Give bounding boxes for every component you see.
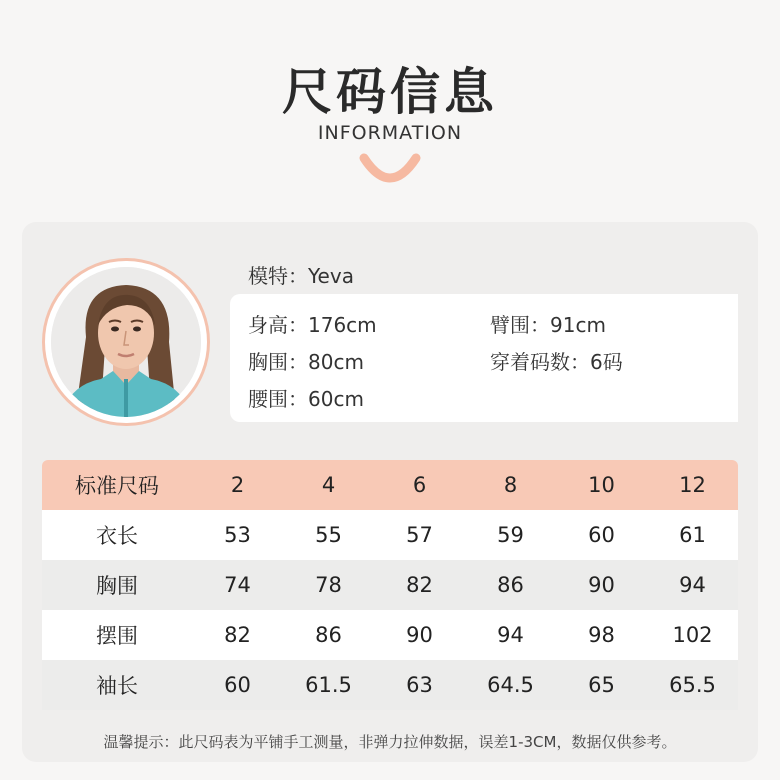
- measurement-tip: 温馨提示：此尺码表为平铺手工测量，非弹力拉伸数据，误差1-3CM，数据仅供参考。: [103, 733, 677, 751]
- table-cell: 61.5: [305, 673, 352, 697]
- model-avatar: [42, 258, 210, 426]
- table-cell: 60: [588, 523, 615, 547]
- table-cell: 82: [224, 623, 251, 647]
- table-header-cell: 标准尺码: [75, 474, 159, 498]
- table-cell: 胸围: [96, 574, 138, 598]
- size-table: [42, 460, 738, 710]
- table-cell: 摆围: [96, 624, 138, 648]
- smile-icon: [358, 150, 422, 190]
- table-cell: 74: [224, 573, 251, 597]
- table-cell: 98: [588, 623, 615, 647]
- table-cell: 60: [224, 673, 251, 697]
- table-row: [42, 610, 738, 660]
- table-header-cell: 12: [679, 473, 706, 497]
- header: [0, 0, 780, 210]
- page-subtitle: INFORMATION: [317, 122, 463, 144]
- table-header-cell: 10: [588, 473, 615, 497]
- table-header-cell: 8: [503, 473, 518, 497]
- model-photo: [51, 267, 201, 417]
- table-cell: 90: [588, 573, 615, 597]
- table-cell: 94: [497, 623, 524, 647]
- model-height: 身高：176cm: [248, 313, 377, 337]
- table-header-cell: 2: [230, 473, 245, 497]
- model-waist: 腰围：60cm: [248, 387, 364, 411]
- page-title: 尺码信息: [282, 63, 498, 121]
- table-row: [42, 660, 738, 710]
- table-header-row: [42, 460, 738, 510]
- table-cell: 102: [672, 623, 713, 647]
- table-cell: 63: [406, 673, 433, 697]
- table-cell: 90: [406, 623, 433, 647]
- table-cell: 65.5: [669, 673, 716, 697]
- table-cell: 袖长: [96, 674, 138, 698]
- table-cell: 57: [406, 523, 433, 547]
- table-header-cell: 4: [321, 473, 336, 497]
- table-header-cell: 6: [412, 473, 427, 497]
- table-cell: 78: [315, 573, 342, 597]
- table-cell: 59: [497, 523, 524, 547]
- table-cell: 53: [224, 523, 251, 547]
- model-arm: 臂围：91cm: [490, 313, 606, 337]
- table-cell: 64.5: [487, 673, 534, 697]
- table-cell: 61: [679, 523, 706, 547]
- table-cell: 86: [315, 623, 342, 647]
- table-cell: 55: [315, 523, 342, 547]
- table-cell: 衣长: [96, 524, 138, 548]
- table-cell: 86: [497, 573, 524, 597]
- model-name: 模特：Yeva: [248, 264, 354, 288]
- table-cell: 82: [406, 573, 433, 597]
- table-cell: 65: [588, 673, 615, 697]
- table-cell: 94: [679, 573, 706, 597]
- model-chest: 胸围：80cm: [248, 350, 364, 374]
- table-row: [42, 510, 738, 560]
- model-size-worn: 穿着码数：6码: [490, 350, 623, 374]
- table-row: [42, 560, 738, 610]
